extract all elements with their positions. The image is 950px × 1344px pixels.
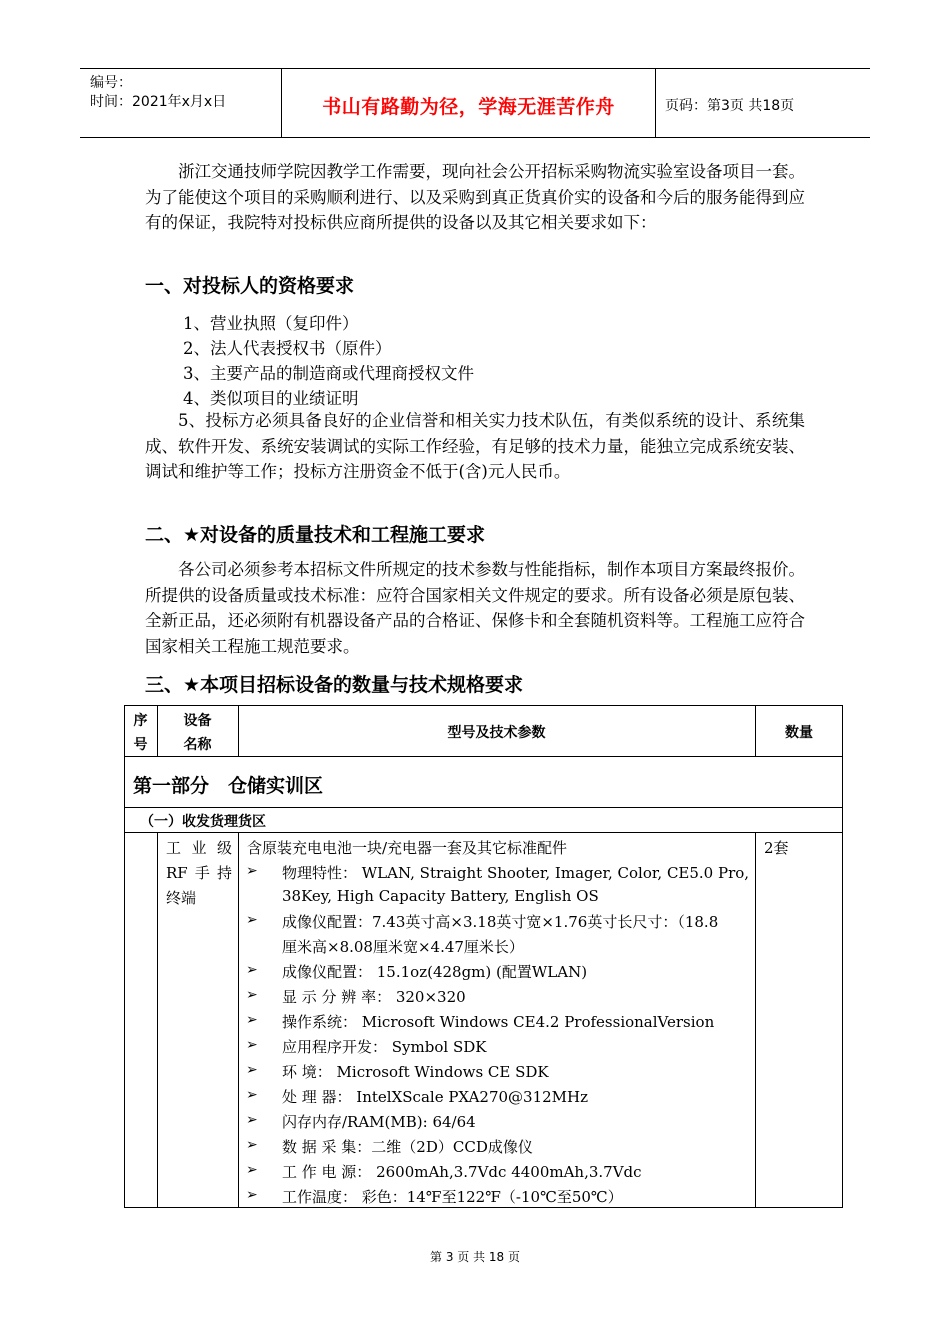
bullet-icon: ➢ (246, 1162, 258, 1178)
spec-bullet-cont: 38Key, High Capacity Battery, English OS (282, 887, 599, 905)
spec-bullet: 工作温度： 彩色：14℉至122℉（-10℃至50℃） (282, 1188, 623, 1206)
spec-bullet: 操作系统： Microsoft Windows CE4.2 ProfessionalVersion (282, 1013, 715, 1031)
qualification-item: 2、法人代表授权书（原件） (183, 339, 392, 358)
bullet-icon: ➢ (246, 1137, 258, 1153)
spec-bullet-cont: 厘米高×8.08厘米宽×4.47厘米长） (282, 938, 524, 956)
document-time-label: 时间：2021年x月x日 (90, 94, 227, 110)
section3-heading: 三、★本项目招标设备的数量与技术规格要求 (145, 674, 524, 696)
bullet-icon: ➢ (246, 863, 258, 879)
bullet-icon: ➢ (246, 962, 258, 978)
header-name-2: 名称 (183, 737, 212, 753)
quantity-cell: 2套 (764, 839, 789, 857)
sub-title: （一）收发货理货区 (140, 814, 266, 830)
table-rule (124, 832, 843, 833)
header-spec: 型号及技术参数 (447, 725, 546, 741)
header-name-1: 设备 (183, 713, 212, 729)
device-name-line: 终端 (166, 889, 197, 907)
device-name-line: RF手持 (166, 864, 232, 882)
table-rule (755, 832, 756, 1208)
bullet-icon: ➢ (246, 1012, 258, 1028)
table-rule (157, 832, 158, 1208)
page-footer: 第 3 页 共 18 页 (430, 1250, 520, 1264)
section1-heading: 一、对投标人的资格要求 (145, 275, 355, 297)
table-rule (124, 756, 843, 757)
bullet-icon: ➢ (246, 1062, 258, 1078)
spec-bullet: 数 据 采 集：二维（2D）CCD成像仪 (282, 1138, 533, 1156)
spec-first-line: 含原装充电电池一块/充电器一套及其它标准配件 (247, 839, 568, 857)
bullet-icon: ➢ (246, 1037, 258, 1053)
qualification-item: 1、营业执照（复印件） (183, 314, 359, 333)
header-page-cell (655, 69, 870, 137)
section2-heading: 二、★对设备的质量技术和工程施工要求 (145, 524, 486, 546)
bullet-icon: ➢ (246, 1112, 258, 1128)
spec-bullet: 处 理 器： IntelXScale PXA270@312MHz (282, 1088, 589, 1106)
spec-bullet: 成像仪配置： 15.1oz(428gm) (配置WLAN) (282, 963, 588, 981)
qualification-item: 3、主要产品的制造商或代理商授权文件 (183, 364, 474, 383)
device-name-line: 工业级 (166, 839, 232, 857)
bullet-icon: ➢ (246, 1187, 258, 1203)
spec-bullet: 应用程序开发： Symbol SDK (282, 1038, 487, 1056)
part-title: 第一部分 仓储实训区 (133, 775, 324, 797)
bullet-icon: ➢ (246, 912, 258, 928)
table-rule (238, 832, 239, 1208)
intro-paragraph: 浙江交通技师学院因教学工作需要，现向社会公开招标采购物流实验室设备项目一套。为了能使这个项目的采购顺利进行、以及采购到真正货真价实的设备和今后的服务能得到应有的保证，我院特对投标供应商所提供的设备以及其它相关要求如下： (145, 162, 805, 232)
spec-bullet: 成像仪配置：7.43英寸高×3.18英寸宽×1.76英寸长尺寸：（18.8 (282, 913, 719, 931)
spec-bullet: 显 示 分 辨 率： 320×320 (282, 988, 466, 1006)
bullet-icon: ➢ (246, 987, 258, 1003)
qualification-item-5: 5、投标方必须具备良好的企业信誉和相关实力技术队伍，有类似系统的设计、系统集成、软件开发、系统安装调试的实际工作经验，有足够的技术力量，能独立完成系统安装、调试和维护等工作；投标方注册资金不低于(含)元人民币。 (145, 411, 805, 481)
spec-bullet: 物理特性： WLAN, Straight Shooter, Imager, Color, CE5.0 Pro, (282, 864, 750, 882)
header-seq-2: 号 (133, 737, 148, 753)
header-motto: 书山有路勤为径，学海无涯苦作舟 (322, 96, 615, 118)
header-qty: 数量 (785, 725, 813, 741)
header-page-number: 页码：第3页 共18页 (665, 98, 795, 114)
spec-bullet: 环 境： Microsoft Windows CE SDK (282, 1063, 549, 1081)
bullet-icon: ➢ (246, 1087, 258, 1103)
spec-bullet: 闪存内存/RAM(MB): 64/64 (282, 1113, 476, 1131)
document-number-label: 编号： (90, 75, 132, 91)
page-header (80, 68, 870, 138)
header-seq-1: 序 (133, 713, 148, 729)
spec-bullet: 工 作 电 源： 2600mAh,3.7Vdc 4400mAh,3.7Vdc (282, 1163, 642, 1181)
section2-body: 各公司必须参考本招标文件所规定的技术参数与性能指标，制作本项目方案最终报价。所提供的设备质量或技术标准：应符合国家相关文件规定的要求。所有设备必须是原包装、全新正品，还必须附有机器设备产品的合格证、保修卡和全套随机资料等。工程施工应符合国家相关工程施工规范要求。 (145, 560, 805, 656)
header-meta-cell (80, 69, 281, 137)
header-motto-cell (281, 69, 656, 137)
qualification-item: 4、类似项目的业绩证明 (183, 389, 359, 408)
table-rule (124, 807, 843, 808)
